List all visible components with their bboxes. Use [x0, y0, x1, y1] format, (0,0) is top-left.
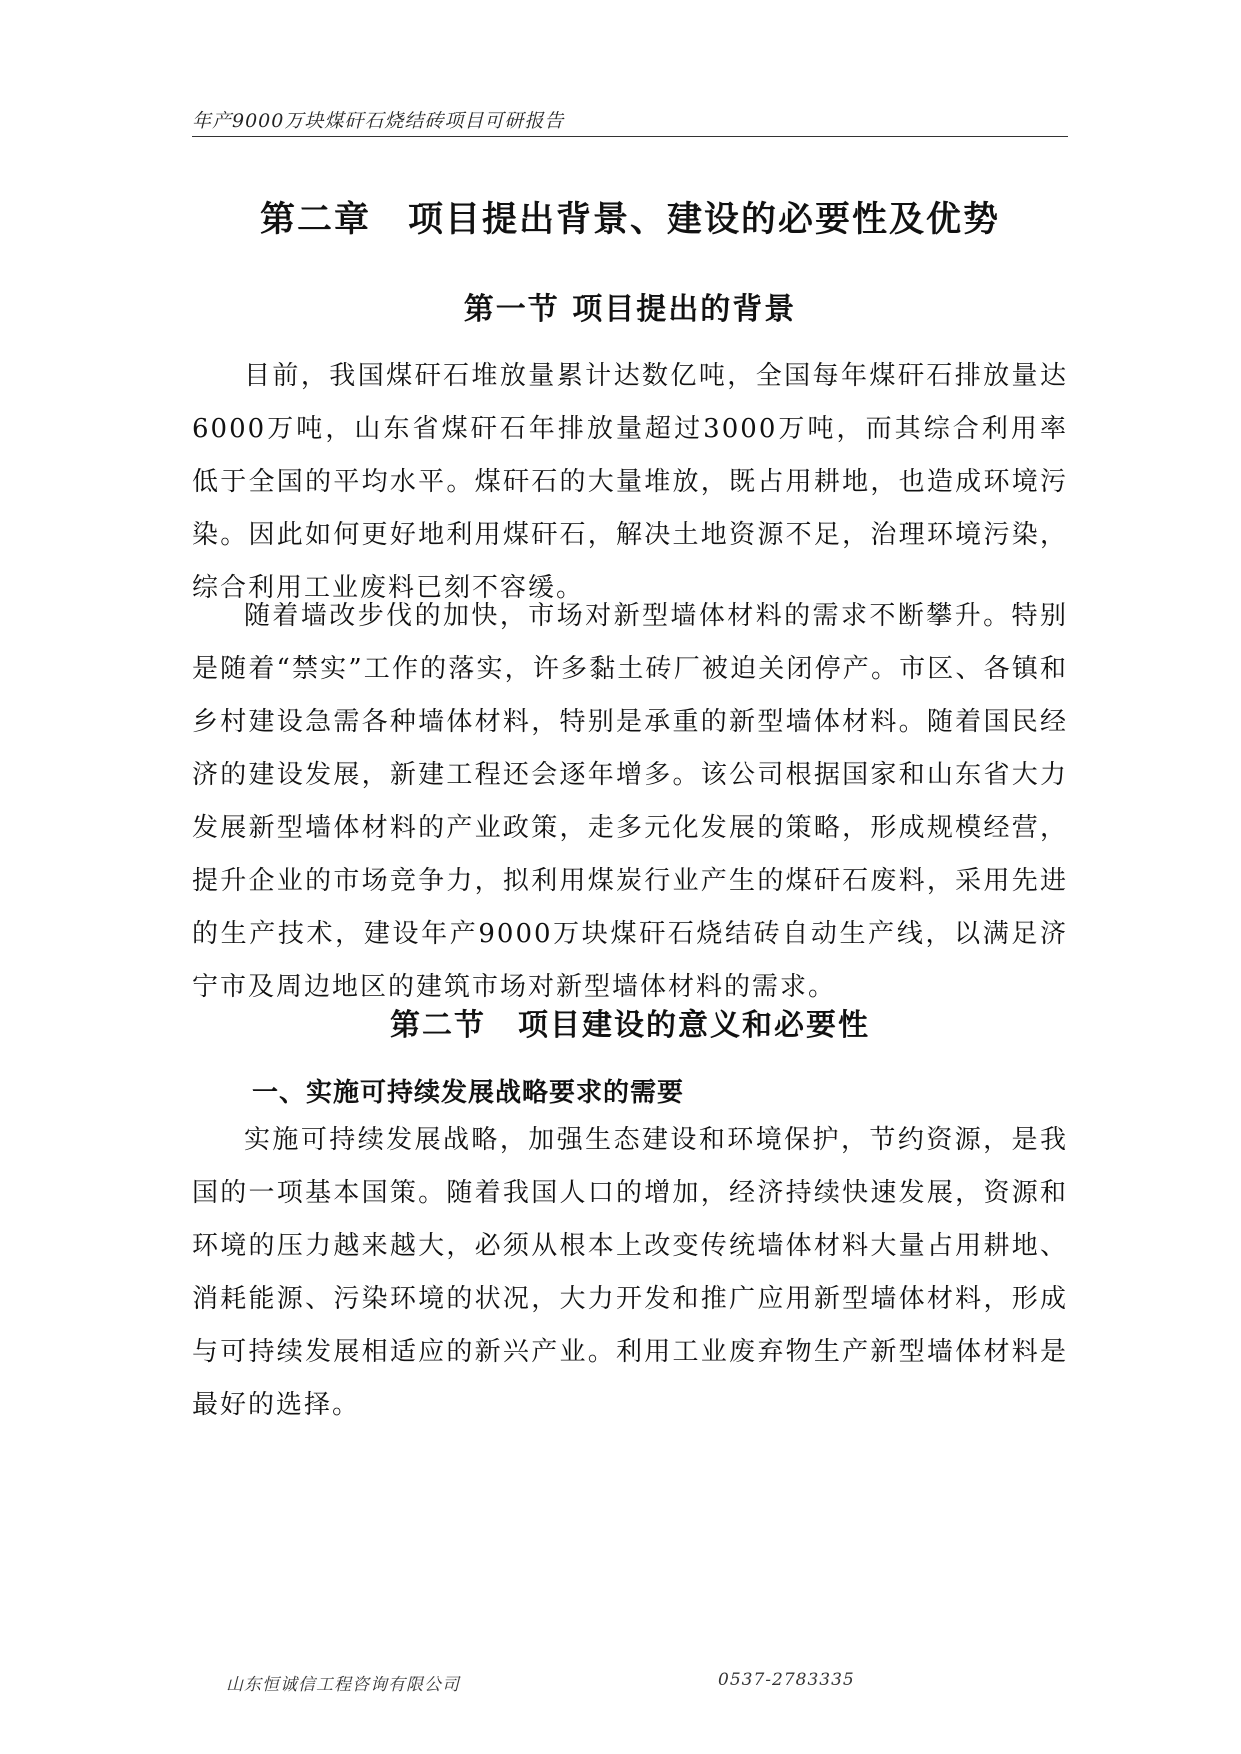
footer-phone: 0537-2783335: [718, 1670, 855, 1690]
footer-company: 山东恒诚信工程咨询有限公司: [226, 1675, 460, 1695]
paragraph-2: 随着墙改步伐的加快，市场对新型墙体材料的需求不断攀升。特别是随着“禁实”工作的落实，许多黏土砖厂被迫关闭停产。市区、各镇和乡村建设急需各种墙体材料，特别是承重的新型墙体材料。随着国民经济的建设发展，新建工程还会逐年增多。该公司根据国家和山东省大力发展新型墙体材料的产业政策，走多元化发展的策略，形成规模经营，提升企业的市场竞争力，拟利用煤炭行业产生的煤矸石废料，采用先进的生产技术，建设年产9000万块煤矸石烧结砖自动生产线，以满足济宁市及周边地区的建筑市场对新型墙体材料的需求。: [192, 601, 1068, 1002]
section-title-2: 第二节 项目建设的意义和必要性: [390, 1008, 870, 1043]
running-header: 年产9000万块煤矸石烧结砖项目可研报告: [192, 110, 565, 132]
paragraph-3: 实施可持续发展战略，加强生态建设和环境保护，节约资源，是我国的一项基本国策。随着我国人口的增加，经济持续快速发展，资源和环境的压力越来越大，必须从根本上改变传统墙体材料大量占用耕地、消耗能源、污染环境的状况，大力开发和推广应用新型墙体材料，形成与可持续发展相适应的新兴产业。利用工业废弃物生产新型墙体材料是最好的选择。: [192, 1125, 1068, 1420]
header-divider: [192, 136, 1068, 137]
subsection-title-1: 一、实施可持续发展战略要求的需要: [252, 1078, 685, 1108]
chapter-title: 第二章 项目提出背景、建设的必要性及优势: [259, 199, 1000, 240]
paragraph-1: 目前，我国煤矸石堆放量累计达数亿吨，全国每年煤矸石排放量达6000万吨，山东省煤矸石年排放量超过3000万吨，而其综合利用率低于全国的平均水平。煤矸石的大量堆放，既占用耕地，也造成环境污染。因此如何更好地利用煤矸石，解决土地资源不足，治理环境污染，综合利用工业废料已刻不容缓。: [192, 361, 1068, 603]
section-title-1: 第一节 项目提出的背景: [463, 292, 797, 327]
